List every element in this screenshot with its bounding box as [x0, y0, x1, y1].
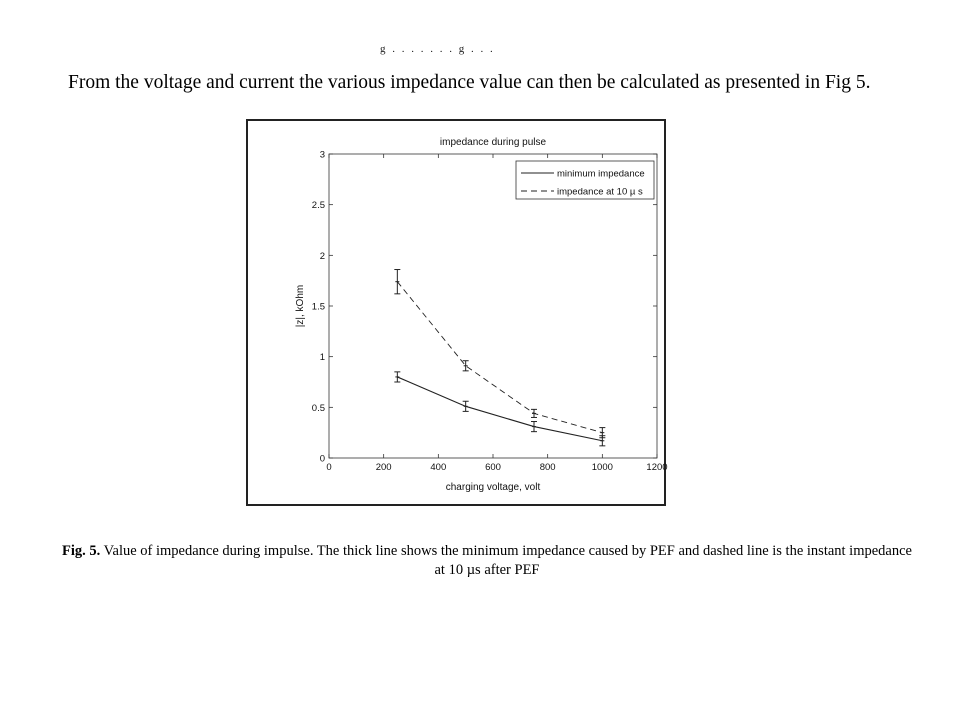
legend-entry: minimum impedance — [557, 168, 645, 180]
series-layer — [394, 270, 605, 446]
x-tick-label: 1200 — [646, 462, 668, 473]
impedance-chart — [248, 121, 668, 504]
x-tick-label: 0 — [326, 462, 332, 473]
x-tick-label: 600 — [485, 462, 501, 473]
y-tick-label: 0 — [319, 453, 325, 465]
caption-text: Value of impedance during impulse. The thick line shows the minimum impedance caused by PEF and dashed line is the instant impedance at 10 µs after PEF — [103, 543, 912, 578]
series-line — [397, 282, 602, 433]
plot-area — [329, 154, 657, 458]
legend-entry: impedance at 10 µ s — [557, 186, 643, 198]
x-tick-label: 200 — [375, 462, 392, 473]
legend — [516, 161, 654, 199]
chart-title: impedance during pulse — [439, 137, 547, 148]
figure-caption — [62, 542, 912, 580]
intro-paragraph: From the voltage and current the various impedance value can then be calculated as presented in Fig 5. — [68, 72, 871, 93]
y-tick-label: 2.5 — [311, 200, 325, 212]
y-axis-label: |z|, kOhm — [295, 284, 306, 328]
y-tick-label: 1 — [319, 352, 325, 364]
series-line — [397, 377, 602, 441]
series-solid — [394, 372, 605, 446]
figure-frame — [246, 119, 666, 506]
x-tick-label: 400 — [430, 462, 447, 473]
cut-off-text: g . . . . . . . g . . . — [380, 43, 495, 55]
y-tick-label: 3 — [319, 149, 325, 161]
x-tick-label: 1000 — [591, 462, 613, 473]
caption-label: Fig. 5. — [62, 543, 101, 559]
y-tick-label: 0.5 — [311, 402, 325, 414]
y-tick-label: 1.5 — [311, 301, 325, 313]
y-tick-label: 2 — [319, 250, 325, 262]
x-axis-label: charging voltage, volt — [445, 482, 541, 493]
plot-border — [329, 154, 657, 458]
series-dashed — [394, 270, 605, 438]
x-tick-label: 800 — [539, 462, 556, 473]
